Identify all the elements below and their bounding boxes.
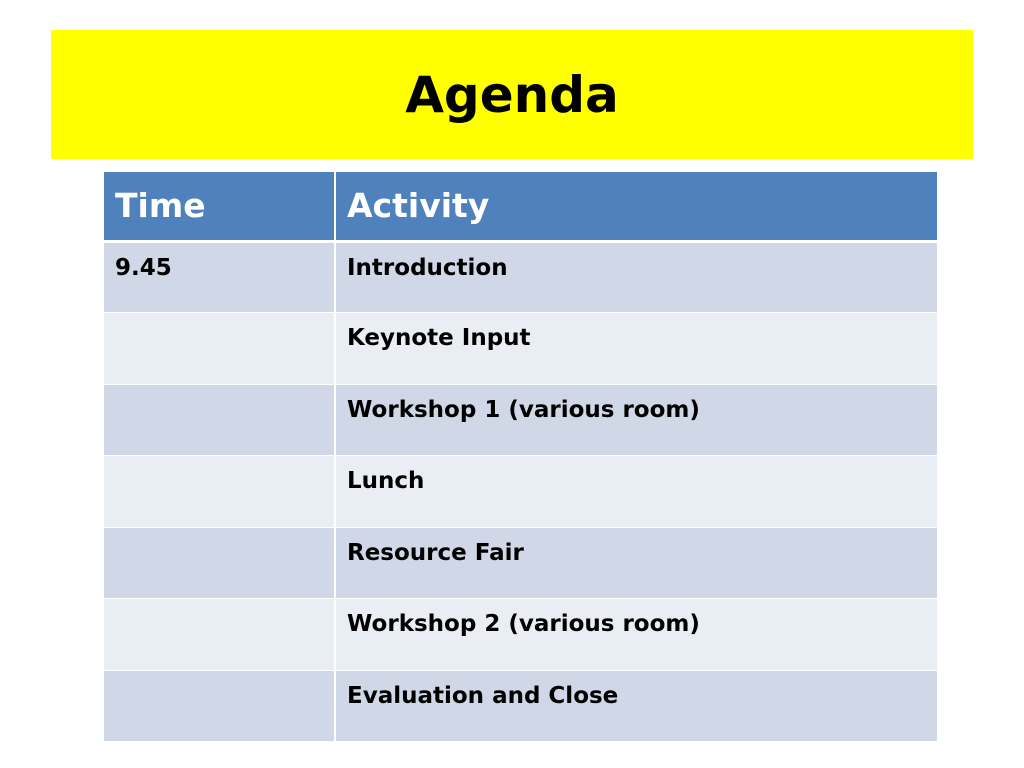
page-title: Agenda <box>405 65 619 124</box>
time-cell <box>104 313 335 385</box>
time-cell <box>104 599 335 671</box>
table-row <box>104 527 937 599</box>
activity-cell: Evaluation and Close <box>335 670 937 742</box>
activity-cell: Lunch <box>335 456 937 528</box>
activity-cell: Workshop 2 (various room) <box>335 599 937 671</box>
time-cell <box>104 456 335 528</box>
table-row <box>104 241 937 313</box>
activity-cell: Keynote Input <box>335 313 937 385</box>
time-cell: 9.45 <box>104 241 335 313</box>
time-cell <box>104 384 335 456</box>
column-header-activity: Activity <box>335 172 937 241</box>
time-cell <box>104 527 335 599</box>
title-banner <box>51 30 973 159</box>
agenda-table <box>104 172 937 742</box>
activity-cell: Resource Fair <box>335 527 937 599</box>
table-header-row <box>104 172 937 241</box>
time-cell <box>104 670 335 742</box>
column-header-time: Time <box>104 172 335 241</box>
table-row <box>104 599 937 671</box>
table-row <box>104 313 937 385</box>
table-row <box>104 456 937 528</box>
activity-cell: Workshop 1 (various room) <box>335 384 937 456</box>
table-row <box>104 670 937 742</box>
activity-cell: Introduction <box>335 241 937 313</box>
table-row <box>104 384 937 456</box>
